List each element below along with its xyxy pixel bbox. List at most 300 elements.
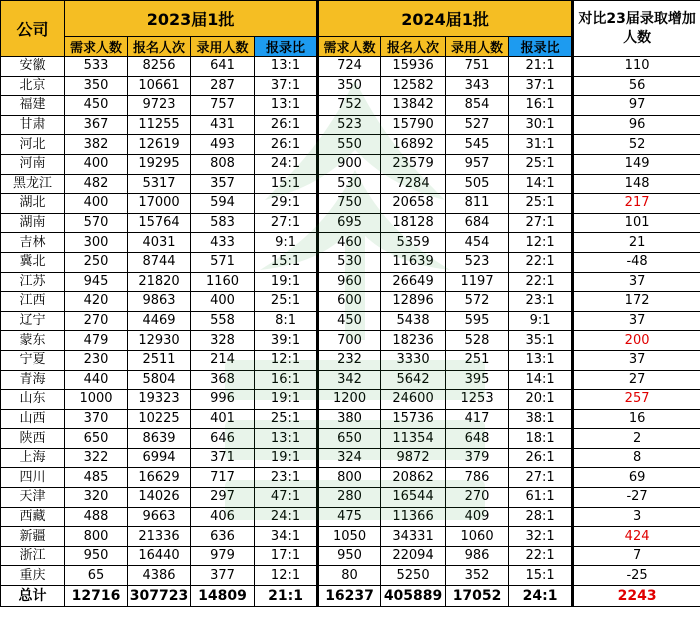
header-2023-batch1: 2023届1批 <box>65 1 318 37</box>
hired-2023-cell: 646 <box>191 429 255 449</box>
increase-cell: 424 <box>573 527 700 547</box>
table-row <box>1 154 700 174</box>
demand-2023-cell: 485 <box>65 468 128 488</box>
province-cell: 陕西 <box>1 429 65 449</box>
province-cell: 黑龙江 <box>1 174 65 194</box>
applicants-2024-cell: 22094 <box>381 546 446 566</box>
hired-2024-cell: 1060 <box>446 527 509 547</box>
province-cell: 宁夏 <box>1 350 65 370</box>
demand-2023-cell: 320 <box>65 488 128 508</box>
applicants-2024-cell: 26649 <box>381 272 446 292</box>
total-ratio-2024-cell: 24:1 <box>509 586 573 607</box>
table-row <box>1 233 700 253</box>
province-cell: 西藏 <box>1 507 65 527</box>
province-cell: 辽宁 <box>1 311 65 331</box>
applicants-2024-cell: 24600 <box>381 390 446 410</box>
increase-cell: 37 <box>573 272 700 292</box>
demand-2023-cell: 322 <box>65 448 128 468</box>
hired-2023-cell: 433 <box>191 233 255 253</box>
hired-2023-cell: 558 <box>191 311 255 331</box>
province-cell: 河北 <box>1 135 65 155</box>
applicants-2023-cell: 16440 <box>128 546 191 566</box>
ratio-2024-cell: 14:1 <box>509 370 573 390</box>
increase-cell: 16 <box>573 409 700 429</box>
ratio-2023-cell: 13:1 <box>255 429 318 449</box>
hired-2023-cell: 583 <box>191 213 255 233</box>
table-row <box>1 409 700 429</box>
ratio-2024-cell: 28:1 <box>509 507 573 527</box>
applicants-2024-cell: 15790 <box>381 115 446 135</box>
hired-2023-cell: 406 <box>191 507 255 527</box>
demand-2023-cell: 270 <box>65 311 128 331</box>
ratio-2024-cell: 30:1 <box>509 115 573 135</box>
total-demand-2024-cell: 16237 <box>318 586 381 607</box>
applicants-2024-cell: 18236 <box>381 331 446 351</box>
hired-2024-cell: 751 <box>446 57 509 77</box>
hired-2023-cell: 641 <box>191 57 255 77</box>
applicants-2024-cell: 18128 <box>381 213 446 233</box>
hired-2024-cell: 986 <box>446 546 509 566</box>
ratio-2023-cell: 12:1 <box>255 566 318 586</box>
demand-2024-cell: 450 <box>318 311 381 331</box>
header-hired-2024: 录用人数 <box>446 37 509 57</box>
province-cell: 北京 <box>1 76 65 96</box>
hired-2024-cell: 1197 <box>446 272 509 292</box>
hired-2024-cell: 270 <box>446 488 509 508</box>
ratio-2024-cell: 22:1 <box>509 272 573 292</box>
table-body <box>1 57 700 607</box>
hired-2023-cell: 757 <box>191 96 255 116</box>
applicants-2023-cell: 2511 <box>128 350 191 370</box>
demand-2024-cell: 600 <box>318 292 381 312</box>
header-applicants-2023: 报名人次 <box>128 37 191 57</box>
hired-2024-cell: 527 <box>446 115 509 135</box>
province-cell: 冀北 <box>1 252 65 272</box>
province-cell: 四川 <box>1 468 65 488</box>
demand-2023-cell: 1000 <box>65 390 128 410</box>
applicants-2023-cell: 15764 <box>128 213 191 233</box>
hired-2024-cell: 505 <box>446 174 509 194</box>
increase-cell: 21 <box>573 233 700 253</box>
increase-cell: 3 <box>573 507 700 527</box>
table-row <box>1 429 700 449</box>
ratio-2024-cell: 25:1 <box>509 154 573 174</box>
demand-2024-cell: 342 <box>318 370 381 390</box>
applicants-2023-cell: 14026 <box>128 488 191 508</box>
hired-2024-cell: 352 <box>446 566 509 586</box>
applicants-2023-cell: 12930 <box>128 331 191 351</box>
ratio-2023-cell: 47:1 <box>255 488 318 508</box>
ratio-2024-cell: 25:1 <box>509 194 573 214</box>
applicants-2024-cell: 12582 <box>381 76 446 96</box>
hired-2024-cell: 409 <box>446 507 509 527</box>
demand-2023-cell: 950 <box>65 546 128 566</box>
total-applicants-2024-cell: 405889 <box>381 586 446 607</box>
total-hired-2024-cell: 17052 <box>446 586 509 607</box>
applicants-2024-cell: 3330 <box>381 350 446 370</box>
table-row <box>1 546 700 566</box>
increase-cell: 69 <box>573 468 700 488</box>
ratio-2023-cell: 15:1 <box>255 174 318 194</box>
hired-2024-cell: 1253 <box>446 390 509 410</box>
demand-2024-cell: 700 <box>318 331 381 351</box>
demand-2024-cell: 724 <box>318 57 381 77</box>
increase-cell: 7 <box>573 546 700 566</box>
demand-2024-cell: 550 <box>318 135 381 155</box>
applicants-2024-cell: 11366 <box>381 507 446 527</box>
demand-2023-cell: 482 <box>65 174 128 194</box>
table-row <box>1 488 700 508</box>
applicants-2024-cell: 5250 <box>381 566 446 586</box>
ratio-2023-cell: 25:1 <box>255 292 318 312</box>
applicants-2023-cell: 8639 <box>128 429 191 449</box>
hired-2023-cell: 357 <box>191 174 255 194</box>
demand-2024-cell: 800 <box>318 468 381 488</box>
table-row <box>1 350 700 370</box>
applicants-2024-cell: 15936 <box>381 57 446 77</box>
hired-2024-cell: 854 <box>446 96 509 116</box>
applicants-2024-cell: 16892 <box>381 135 446 155</box>
ratio-2023-cell: 16:1 <box>255 370 318 390</box>
ratio-2023-cell: 17:1 <box>255 546 318 566</box>
province-cell: 福建 <box>1 96 65 116</box>
demand-2024-cell: 650 <box>318 429 381 449</box>
total-hired-2023-cell: 14809 <box>191 586 255 607</box>
demand-2023-cell: 65 <box>65 566 128 586</box>
hired-2023-cell: 214 <box>191 350 255 370</box>
demand-2024-cell: 280 <box>318 488 381 508</box>
increase-cell: 8 <box>573 448 700 468</box>
applicants-2024-cell: 16544 <box>381 488 446 508</box>
applicants-2024-cell: 34331 <box>381 527 446 547</box>
increase-cell: 52 <box>573 135 700 155</box>
increase-cell: 101 <box>573 213 700 233</box>
total-demand-2023-cell: 12716 <box>65 586 128 607</box>
applicants-2023-cell: 4469 <box>128 311 191 331</box>
increase-cell: 257 <box>573 390 700 410</box>
hired-2023-cell: 401 <box>191 409 255 429</box>
applicants-2024-cell: 5438 <box>381 311 446 331</box>
demand-2023-cell: 400 <box>65 154 128 174</box>
ratio-2023-cell: 23:1 <box>255 468 318 488</box>
applicants-2023-cell: 5317 <box>128 174 191 194</box>
province-cell: 湖南 <box>1 213 65 233</box>
hired-2023-cell: 328 <box>191 331 255 351</box>
ratio-2024-cell: 20:1 <box>509 390 573 410</box>
ratio-2024-cell: 18:1 <box>509 429 573 449</box>
hired-2024-cell: 251 <box>446 350 509 370</box>
demand-2023-cell: 650 <box>65 429 128 449</box>
hired-2024-cell: 957 <box>446 154 509 174</box>
applicants-2024-cell: 13842 <box>381 96 446 116</box>
hired-2023-cell: 368 <box>191 370 255 390</box>
table-row <box>1 390 700 410</box>
ratio-2024-cell: 9:1 <box>509 311 573 331</box>
demand-2024-cell: 752 <box>318 96 381 116</box>
demand-2024-cell: 750 <box>318 194 381 214</box>
hired-2023-cell: 371 <box>191 448 255 468</box>
ratio-2024-cell: 21:1 <box>509 57 573 77</box>
applicants-2023-cell: 19323 <box>128 390 191 410</box>
applicants-2023-cell: 19295 <box>128 154 191 174</box>
increase-cell: 149 <box>573 154 700 174</box>
ratio-2023-cell: 29:1 <box>255 194 318 214</box>
header-ratio-2024: 报录比 <box>509 37 573 57</box>
applicants-2023-cell: 11255 <box>128 115 191 135</box>
ratio-2024-cell: 26:1 <box>509 448 573 468</box>
hired-2023-cell: 717 <box>191 468 255 488</box>
ratio-2024-cell: 14:1 <box>509 174 573 194</box>
header-2024-batch1: 2024届1批 <box>318 1 573 37</box>
hired-2023-cell: 297 <box>191 488 255 508</box>
applicants-2024-cell: 5642 <box>381 370 446 390</box>
applicants-2023-cell: 5804 <box>128 370 191 390</box>
hired-2024-cell: 379 <box>446 448 509 468</box>
ratio-2024-cell: 22:1 <box>509 252 573 272</box>
applicants-2023-cell: 6994 <box>128 448 191 468</box>
demand-2024-cell: 523 <box>318 115 381 135</box>
table-row <box>1 507 700 527</box>
ratio-2023-cell: 27:1 <box>255 213 318 233</box>
table-row <box>1 194 700 214</box>
increase-cell: 148 <box>573 174 700 194</box>
header-demand-2023: 需求人数 <box>65 37 128 57</box>
total-ratio-2023-cell: 21:1 <box>255 586 318 607</box>
hired-2024-cell: 417 <box>446 409 509 429</box>
demand-2023-cell: 250 <box>65 252 128 272</box>
ratio-2023-cell: 34:1 <box>255 527 318 547</box>
ratio-2023-cell: 39:1 <box>255 331 318 351</box>
demand-2024-cell: 950 <box>318 546 381 566</box>
ratio-2023-cell: 9:1 <box>255 233 318 253</box>
ratio-2024-cell: 35:1 <box>509 331 573 351</box>
applicants-2023-cell: 9863 <box>128 292 191 312</box>
table-row <box>1 115 700 135</box>
table-row <box>1 252 700 272</box>
hired-2024-cell: 572 <box>446 292 509 312</box>
hired-2024-cell: 786 <box>446 468 509 488</box>
increase-cell: 217 <box>573 194 700 214</box>
ratio-2023-cell: 19:1 <box>255 390 318 410</box>
demand-2023-cell: 440 <box>65 370 128 390</box>
increase-cell: 97 <box>573 96 700 116</box>
ratio-2023-cell: 24:1 <box>255 507 318 527</box>
demand-2023-cell: 945 <box>65 272 128 292</box>
table-row <box>1 331 700 351</box>
applicants-2024-cell: 11639 <box>381 252 446 272</box>
applicants-2024-cell: 15736 <box>381 409 446 429</box>
demand-2023-cell: 800 <box>65 527 128 547</box>
table-row <box>1 448 700 468</box>
ratio-2023-cell: 26:1 <box>255 135 318 155</box>
hired-2023-cell: 594 <box>191 194 255 214</box>
total-applicants-2023-cell: 307723 <box>128 586 191 607</box>
demand-2024-cell: 530 <box>318 174 381 194</box>
hired-2024-cell: 523 <box>446 252 509 272</box>
province-cell: 江西 <box>1 292 65 312</box>
province-cell: 河南 <box>1 154 65 174</box>
increase-cell: 172 <box>573 292 700 312</box>
demand-2024-cell: 1050 <box>318 527 381 547</box>
table-row <box>1 566 700 586</box>
province-cell: 湖北 <box>1 194 65 214</box>
hired-2023-cell: 996 <box>191 390 255 410</box>
hired-2023-cell: 400 <box>191 292 255 312</box>
applicants-2023-cell: 12619 <box>128 135 191 155</box>
applicants-2023-cell: 16629 <box>128 468 191 488</box>
demand-2023-cell: 479 <box>65 331 128 351</box>
demand-2023-cell: 367 <box>65 115 128 135</box>
increase-cell: 37 <box>573 350 700 370</box>
ratio-2024-cell: 22:1 <box>509 546 573 566</box>
applicants-2023-cell: 21820 <box>128 272 191 292</box>
increase-cell: 27 <box>573 370 700 390</box>
ratio-2023-cell: 19:1 <box>255 272 318 292</box>
hired-2023-cell: 377 <box>191 566 255 586</box>
demand-2023-cell: 400 <box>65 194 128 214</box>
header-ratio-2023: 报录比 <box>255 37 318 57</box>
table-row <box>1 213 700 233</box>
increase-cell: 200 <box>573 331 700 351</box>
header-hired-2023: 录用人数 <box>191 37 255 57</box>
demand-2024-cell: 80 <box>318 566 381 586</box>
hired-2023-cell: 571 <box>191 252 255 272</box>
ratio-2023-cell: 8:1 <box>255 311 318 331</box>
ratio-2024-cell: 38:1 <box>509 409 573 429</box>
hired-2024-cell: 811 <box>446 194 509 214</box>
province-cell: 青海 <box>1 370 65 390</box>
demand-2023-cell: 382 <box>65 135 128 155</box>
demand-2024-cell: 900 <box>318 154 381 174</box>
hired-2023-cell: 431 <box>191 115 255 135</box>
ratio-2023-cell: 13:1 <box>255 96 318 116</box>
province-cell: 山西 <box>1 409 65 429</box>
province-cell: 山东 <box>1 390 65 410</box>
province-cell: 蒙东 <box>1 331 65 351</box>
hired-2023-cell: 1160 <box>191 272 255 292</box>
table-row <box>1 370 700 390</box>
province-cell: 新疆 <box>1 527 65 547</box>
increase-cell: -25 <box>573 566 700 586</box>
province-cell: 上海 <box>1 448 65 468</box>
demand-2023-cell: 450 <box>65 96 128 116</box>
ratio-2024-cell: 15:1 <box>509 566 573 586</box>
demand-2024-cell: 350 <box>318 76 381 96</box>
applicants-2023-cell: 10225 <box>128 409 191 429</box>
applicants-2023-cell: 4386 <box>128 566 191 586</box>
increase-cell: -27 <box>573 488 700 508</box>
demand-2023-cell: 420 <box>65 292 128 312</box>
ratio-2024-cell: 61:1 <box>509 488 573 508</box>
hired-2023-cell: 636 <box>191 527 255 547</box>
hired-2023-cell: 287 <box>191 76 255 96</box>
table-row <box>1 311 700 331</box>
ratio-2023-cell: 15:1 <box>255 252 318 272</box>
ratio-2024-cell: 12:1 <box>509 233 573 253</box>
province-cell: 天津 <box>1 488 65 508</box>
applicants-2023-cell: 9663 <box>128 507 191 527</box>
applicants-2024-cell: 11354 <box>381 429 446 449</box>
table-row <box>1 76 700 96</box>
ratio-2023-cell: 12:1 <box>255 350 318 370</box>
hired-2024-cell: 528 <box>446 331 509 351</box>
table-row <box>1 527 700 547</box>
hired-2024-cell: 343 <box>446 76 509 96</box>
hired-2023-cell: 808 <box>191 154 255 174</box>
demand-2023-cell: 350 <box>65 76 128 96</box>
applicants-2023-cell: 8744 <box>128 252 191 272</box>
applicants-2023-cell: 4031 <box>128 233 191 253</box>
ratio-2024-cell: 37:1 <box>509 76 573 96</box>
applicants-2023-cell: 21336 <box>128 527 191 547</box>
demand-2023-cell: 370 <box>65 409 128 429</box>
ratio-2024-cell: 13:1 <box>509 350 573 370</box>
table-row <box>1 174 700 194</box>
hired-2024-cell: 595 <box>446 311 509 331</box>
table-row <box>1 272 700 292</box>
demand-2024-cell: 380 <box>318 409 381 429</box>
ratio-2024-cell: 27:1 <box>509 213 573 233</box>
increase-cell: 2 <box>573 429 700 449</box>
applicants-2024-cell: 23579 <box>381 154 446 174</box>
ratio-2023-cell: 19:1 <box>255 448 318 468</box>
increase-cell: 110 <box>573 57 700 77</box>
increase-cell: 37 <box>573 311 700 331</box>
province-cell: 甘肃 <box>1 115 65 135</box>
ratio-2023-cell: 13:1 <box>255 57 318 77</box>
header-increase-vs-2023: 对比23届录取增加人数 <box>573 1 700 57</box>
hired-2023-cell: 979 <box>191 546 255 566</box>
ratio-2024-cell: 32:1 <box>509 527 573 547</box>
table-row <box>1 57 700 77</box>
province-cell: 吉林 <box>1 233 65 253</box>
applicants-2023-cell: 8256 <box>128 57 191 77</box>
applicants-2023-cell: 9723 <box>128 96 191 116</box>
demand-2024-cell: 1200 <box>318 390 381 410</box>
province-cell: 重庆 <box>1 566 65 586</box>
header-applicants-2024: 报名人次 <box>381 37 446 57</box>
hired-2024-cell: 454 <box>446 233 509 253</box>
demand-2024-cell: 960 <box>318 272 381 292</box>
applicants-2023-cell: 10661 <box>128 76 191 96</box>
table-row <box>1 292 700 312</box>
applicants-2023-cell: 17000 <box>128 194 191 214</box>
table-row <box>1 468 700 488</box>
ratio-2023-cell: 37:1 <box>255 76 318 96</box>
total-row <box>1 586 700 607</box>
ratio-2023-cell: 26:1 <box>255 115 318 135</box>
increase-cell: -48 <box>573 252 700 272</box>
demand-2024-cell: 232 <box>318 350 381 370</box>
ratio-2023-cell: 24:1 <box>255 154 318 174</box>
hired-2023-cell: 493 <box>191 135 255 155</box>
demand-2023-cell: 300 <box>65 233 128 253</box>
demand-2024-cell: 475 <box>318 507 381 527</box>
applicants-2024-cell: 7284 <box>381 174 446 194</box>
hired-2024-cell: 545 <box>446 135 509 155</box>
demand-2024-cell: 324 <box>318 448 381 468</box>
hired-2024-cell: 648 <box>446 429 509 449</box>
ratio-2024-cell: 16:1 <box>509 96 573 116</box>
applicants-2024-cell: 5359 <box>381 233 446 253</box>
demand-2023-cell: 570 <box>65 213 128 233</box>
demand-2024-cell: 460 <box>318 233 381 253</box>
header-company: 公司 <box>1 1 65 57</box>
hired-2024-cell: 395 <box>446 370 509 390</box>
applicants-2024-cell: 9872 <box>381 448 446 468</box>
applicants-2024-cell: 12896 <box>381 292 446 312</box>
province-cell: 浙江 <box>1 546 65 566</box>
